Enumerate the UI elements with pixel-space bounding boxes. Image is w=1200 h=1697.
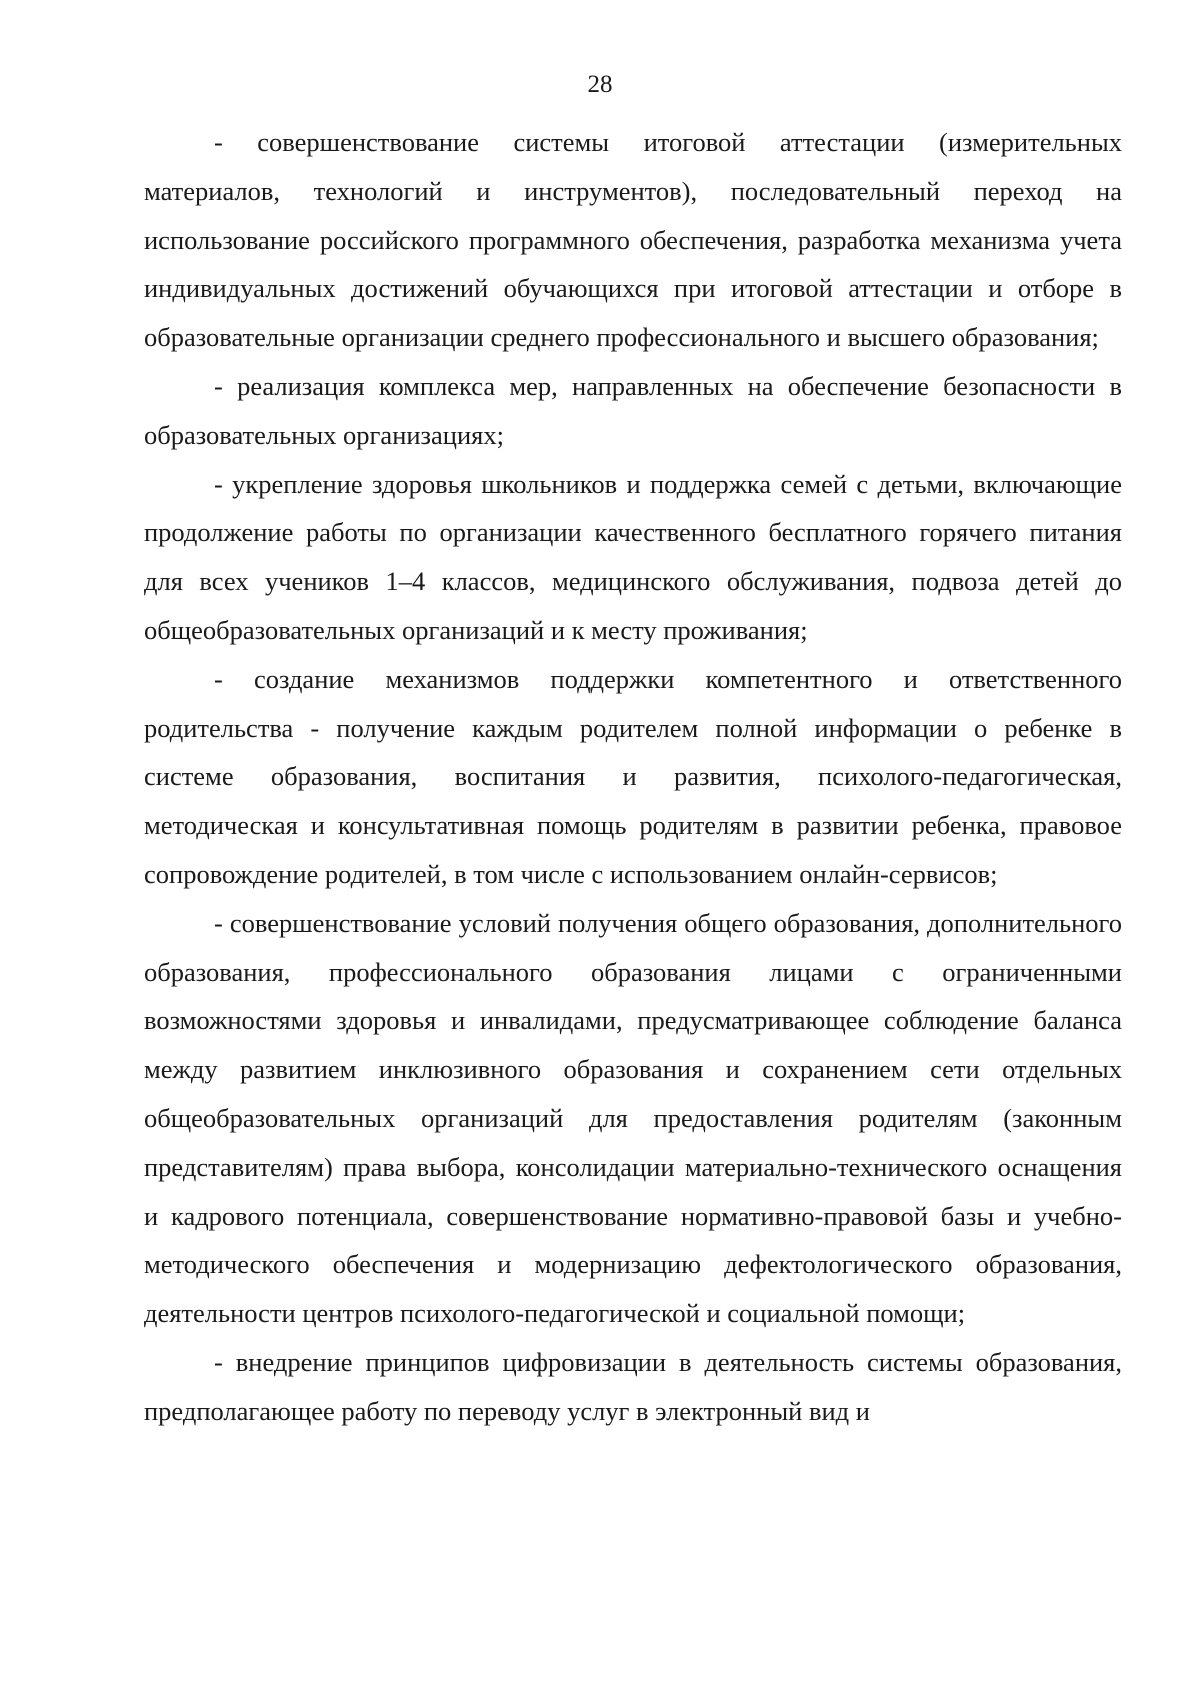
paragraph-inclusive-education: - совершенствование условий получения общего образования, дополнительного образования, профессионального образования лицами с ограниченными возможностями здоровья и инвалидами, предусматривающее соблюдение баланса между развитием инклюзивного образования и сохранением сети отдельных общеобразовательных организаций для предоставления родителям (законным представителям) права выбора, консолидации материально-технического оснащения и кадрового потенциала, совершенствование нормативно-правовой базы и учебно-методического обеспечения и модернизацию дефектологического образования, деятельности центров психолого-педагогической и социальной помощи;: [144, 907, 1122, 1329]
paragraph-parenting: - создание механизмов поддержки компетентного и ответственного родительства - получение каждым родителем полной информации о ребенке в системе образования, воспитания и развития, психолого-педагогическая, методическая и консультативная помощь родителям в развитии ребенка, правовое сопровождение родителей, в том числе с использованием онлайн-сервисов;: [144, 663, 1122, 889]
paragraph-final-attestation: - совершенствование системы итоговой аттестации (измерительных материалов, технологий и инструментов), последовательный переход на использование российского программного обеспечения, разработка механизма учета индивидуальных достижений обучающихся при итоговой аттестации и отборе в образовательные организации среднего профессионального и высшего образования;: [144, 127, 1122, 353]
paragraph-safety: - реализация комплекса мер, направленных на обеспечение безопасности в образовательных организациях;: [144, 370, 1122, 450]
paragraph-health: - укрепление здоровья школьников и поддержка семей с детьми, включающие продолжение работы по организации качественного бесплатного горячего питания для всех учеников 1–4 классов, медицинского обслуживания, подвоза детей до общеобразовательных организаций и к месту проживания;: [144, 468, 1122, 645]
document-body: [144, 118, 1122, 1436]
paragraph-digitalization: - внедрение принципов цифровизации в деятельность системы образования, предполагающее работу по переводу услуг в электронный вид и: [144, 1346, 1122, 1426]
page-number: 28: [587, 71, 613, 98]
